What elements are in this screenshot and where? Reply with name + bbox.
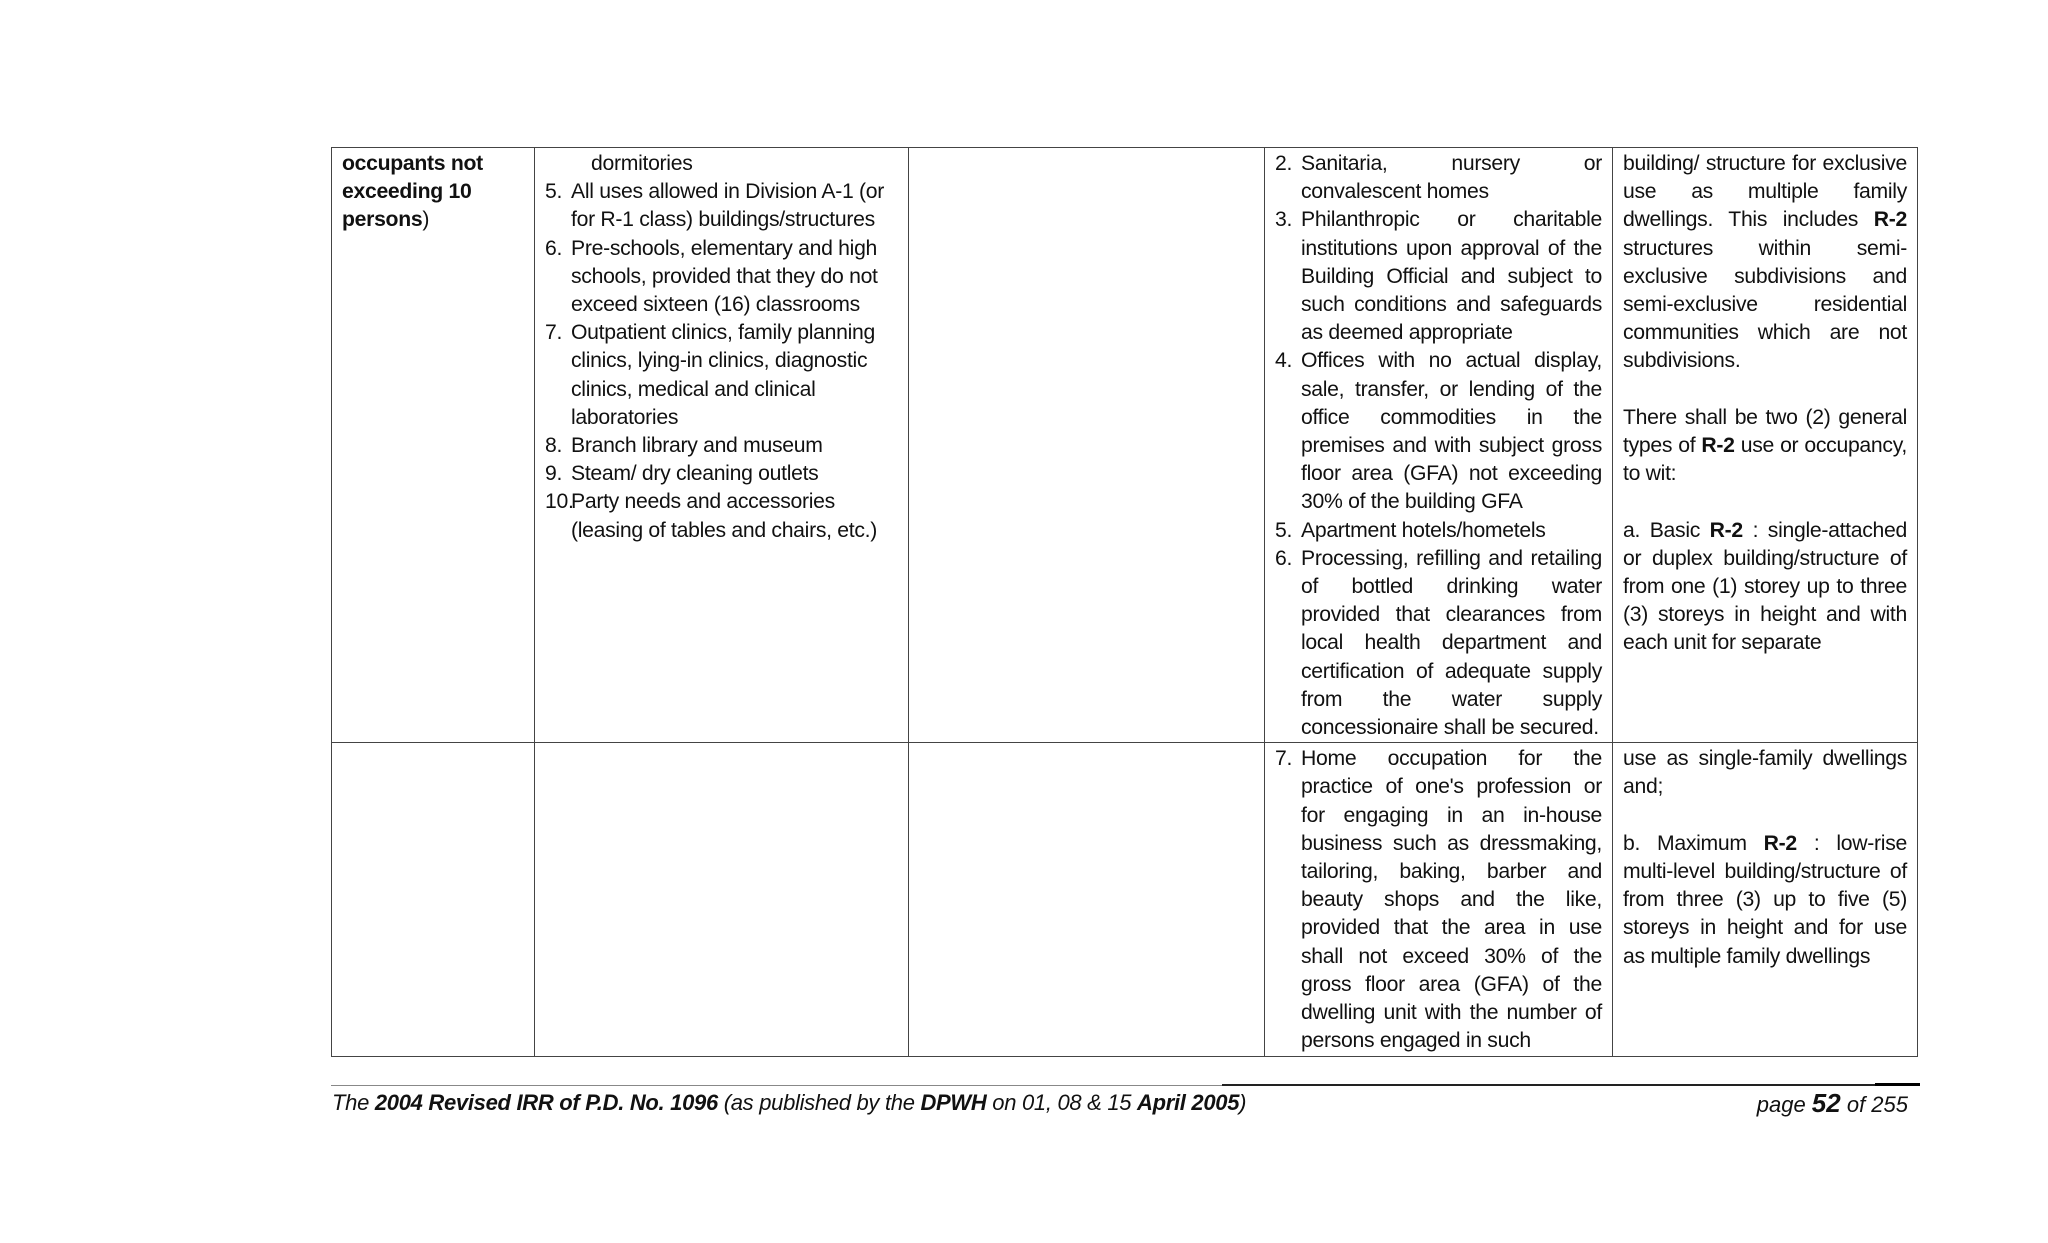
list-item-text: Offices with no actual display, sale, transfer, or lending of the office commodities in the premises and with subject gross floor area (GFA) not exceeding 30% of the building GFA — [1301, 349, 1602, 514]
allowed-uses-cell — [535, 148, 909, 743]
list-item-text: Sanitaria, nursery or convalescent homes — [1301, 152, 1602, 204]
list-item-text: Pre-schools, elementary and high schools, provided that they do not exceed sixteen (16) classrooms — [571, 236, 878, 317]
list-item-number: 10. — [545, 490, 574, 514]
r2-label: R-2 — [1873, 208, 1907, 232]
list-item-text: All uses allowed in Division A-1 (or for R-1 class) buildings/structures — [571, 180, 885, 232]
list-item-number: 6. — [1275, 546, 1293, 570]
list-item — [545, 319, 898, 432]
empty-cell — [535, 743, 909, 1056]
description-paragraph: use as single-family dwellings and; — [1623, 747, 1907, 799]
occupancy-label-line: occupants not — [342, 152, 483, 175]
list-item-text: Steam/ dry cleaning outlets — [571, 462, 819, 486]
r2-label: R-2 — [1701, 434, 1735, 458]
list-item-number: 8. — [545, 434, 563, 458]
list-item-number: 5. — [545, 180, 563, 204]
list-item-text: Philanthropic or charitable institutions upon approval of the Building Official and subject to such conditions and safeguards as deemed appropriate — [1301, 208, 1602, 345]
list-item — [1275, 745, 1602, 1055]
description-paragraph: building/ structure for exclusive use as multiple family dwellings. This includes R-2 structures within semi-exclusive subdivisions and semi-exclusive residential communities which are not subdivisions. — [1623, 152, 1907, 373]
table-row — [332, 743, 1918, 1056]
list-item-text: Party needs and accessories (leasing of tables and chairs, etc.) — [571, 490, 877, 542]
list-item-text: Branch library and museum — [571, 434, 823, 458]
footer-rule — [331, 1085, 1222, 1086]
list-item-number: 9. — [545, 462, 563, 486]
description-paragraph: There shall be two (2) general types of R-2 use or occupancy, to wit: — [1623, 405, 1907, 486]
list-item-text: Home occupation for the practice of one's profession or for engaging in an in-house business such as dressmaking, tailoring, baking, barber and beauty shops and the like, provided that the area in use shall not exceed 30% of the gross floor area (GFA) of the dwelling unit with the number of persons engaged in such — [1301, 747, 1602, 1053]
list-item — [545, 460, 898, 488]
footer-rule — [1875, 1083, 1920, 1086]
occupancy-label-line — [342, 206, 524, 234]
conditional-uses-cell — [1265, 148, 1613, 743]
empty-cell — [332, 743, 535, 1056]
allowed-uses-list — [545, 178, 898, 545]
list-item — [1275, 517, 1602, 545]
occupancy-label-paren: ) — [422, 208, 430, 232]
list-item-text: Processing, refilling and retailing of bottled drinking water provided that clearances from local health department and certification of adequate supply from the water supply concessionaire shall be secured. — [1301, 546, 1602, 740]
occupancy-table — [331, 147, 1918, 1057]
list-item-number: 4. — [1275, 349, 1293, 373]
list-item-number: 2. — [1275, 152, 1293, 175]
list-item — [545, 488, 898, 544]
list-item-number: 7. — [545, 321, 563, 345]
page-number: page 52 of 255 — [1756, 1088, 1908, 1118]
conditional-uses-list — [1275, 150, 1602, 742]
list-item-text: Outpatient clinics, family planning clinics, lying-in clinics, diagnostic clinics, medical and clinical laboratories — [571, 321, 875, 429]
list-item — [545, 432, 898, 460]
empty-cell — [909, 743, 1265, 1056]
list-item — [1275, 347, 1602, 516]
conditional-uses-cell — [1265, 743, 1613, 1056]
description-paragraph: b. Maximum R-2 : low-rise multi-level building/structure of from three (3) up to five (5) storeys in height and for use as multiple family dwellings — [1623, 831, 1907, 968]
r2-label: R-2 — [1763, 831, 1797, 855]
list-item-number: 6. — [545, 236, 563, 260]
list-continuation: dormitories — [591, 152, 693, 175]
list-item-number: 3. — [1275, 208, 1293, 232]
r2-label: R-2 — [1709, 518, 1743, 542]
description-paragraph: a. Basic R-2 : single-attached or duplex building/structure of from one (1) storey up to three (3) storeys in height and with each unit for separate — [1623, 518, 1907, 655]
table-row — [332, 148, 1918, 743]
description-cell — [1613, 148, 1918, 743]
conditional-uses-list — [1275, 745, 1602, 1055]
occupancy-label-cell — [332, 148, 535, 743]
footer-citation: The 2004 Revised IRR of P.D. No. 1096 (as published by the DPWH on 01, 08 & 15 April 2005) — [332, 1090, 1247, 1115]
list-item — [1275, 150, 1602, 206]
list-item-text: Apartment hotels/hometels — [1301, 518, 1546, 542]
list-item — [545, 178, 898, 234]
list-item-number: 7. — [1275, 747, 1293, 771]
list-item — [1275, 206, 1602, 347]
footer-rule — [1222, 1084, 1917, 1086]
description-cell — [1613, 743, 1918, 1056]
list-item — [1275, 545, 1602, 742]
empty-cell — [909, 148, 1265, 743]
occupancy-label-bold: persons — [342, 208, 423, 232]
list-item — [545, 235, 898, 320]
occupancy-label-line: exceeding 10 — [342, 180, 472, 204]
list-item-number: 5. — [1275, 518, 1293, 542]
